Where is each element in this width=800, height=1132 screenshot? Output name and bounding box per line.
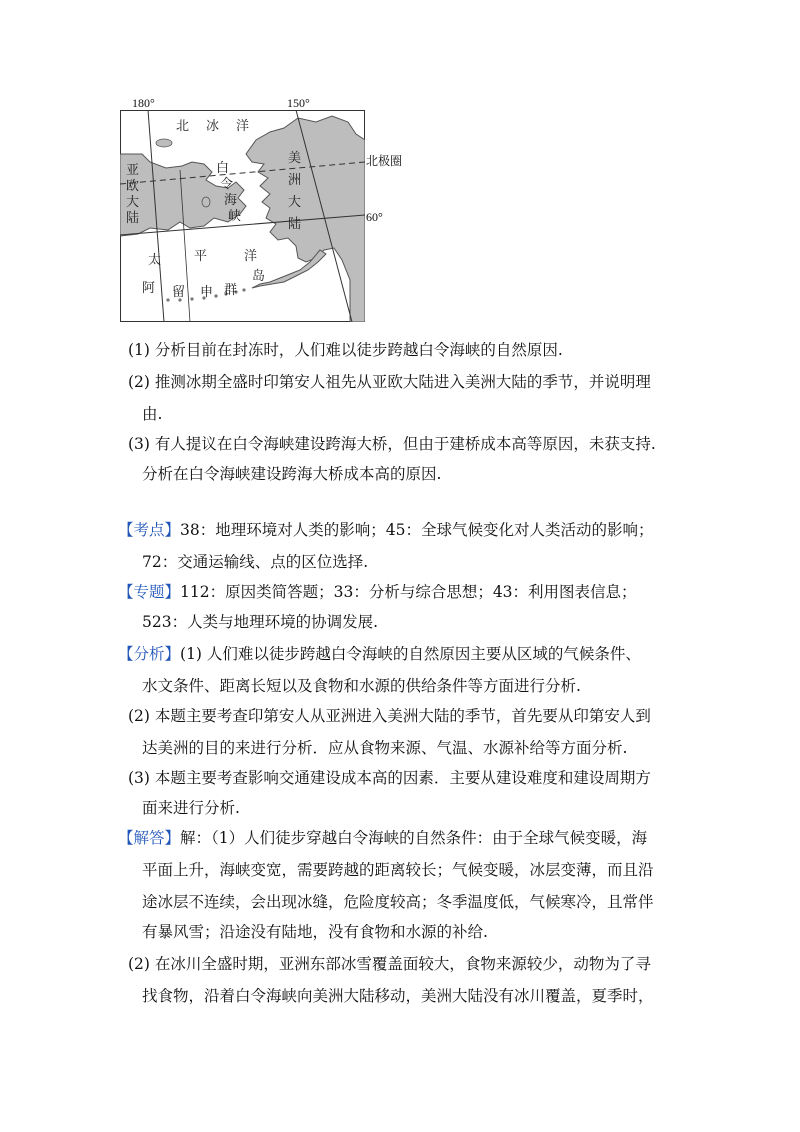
question-1: (1) 分析目前在封冻时，人们难以徒步跨越白令海峡的自然原因. — [128, 341, 563, 359]
jieda-tag: 【解答】 — [118, 829, 181, 847]
strait-label-2: 令 — [220, 177, 234, 192]
america-label-4: 陆 — [288, 217, 302, 232]
arctic-ocean-label-3: 洋 — [236, 119, 250, 134]
jieda-line-3: 途冰层不连续，会出现冰缝，危险度较高；冬季温度低，气候寒冷，且常伴 — [142, 893, 654, 911]
eurasia-label-4: 陆 — [126, 211, 140, 226]
kaodian-line-2: 72：交通运输线、点的区位选择. — [142, 553, 369, 571]
fenxi-line-6: 面来进行分析. — [142, 799, 240, 817]
kaodian-text-1: 38：地理环境对人类的影响；45：全球气候变化对人类活动的影响； — [180, 521, 654, 539]
jieda-line-1 — [118, 828, 647, 848]
question-3-line-2: 分析在白令海峡建设跨海大桥成本高的原因. — [142, 465, 442, 483]
longitude-180-label: 180° — [132, 96, 155, 110]
strait-label-3: 海 — [224, 193, 238, 208]
island — [202, 197, 210, 207]
longitude-150-label: 150° — [287, 96, 310, 110]
fenxi-line-3: (2) 本题主要考查印第安人从亚洲进入美洲大陆的季节，首先要从印第安人到 — [128, 707, 651, 725]
jieda-line-2: 平面上升，海峡变宽，需要跨越的距离较长；气候变暖，冰层变薄，而且沿 — [142, 861, 654, 879]
zhuanti-line-1 — [118, 582, 637, 602]
arctic-ocean-label-2: 冰 — [206, 119, 220, 134]
pacific-label-1: 太 — [148, 253, 162, 268]
america-label-3: 大 — [288, 195, 302, 210]
arctic-circle-label: 北极圈 — [366, 154, 403, 168]
arctic-ocean-label-1: 北 — [176, 119, 190, 134]
island — [156, 139, 172, 147]
strait-label-1: 白 — [216, 161, 230, 176]
jieda-line-5: (2) 在冰川全盛时期，亚洲东部冰雪覆盖面较大，食物来源较少，动物为了寻 — [128, 955, 651, 973]
kaodian-tag: 【考点】 — [118, 521, 181, 539]
aleutian-label-3: 申 — [200, 285, 214, 300]
latitude-60-label: 60° — [366, 210, 383, 224]
kaodian-line-1 — [118, 520, 653, 540]
america-label-1: 美 — [288, 151, 302, 166]
question-3-line-1: (3) 有人提议在白令海峡建设跨海大桥，但由于建桥成本高等原因，未获支持. — [128, 435, 656, 453]
aleutian-label-2: 留 — [172, 285, 186, 300]
jieda-line-4: 有暴风雪；沿途没有陆地，没有食物和水源的补给. — [142, 923, 488, 941]
america-label-2: 洲 — [288, 173, 302, 188]
pacific-label-2: 平 — [194, 249, 208, 264]
strait-label-4: 峡 — [228, 209, 242, 224]
zhuanti-tag: 【专题】 — [118, 583, 181, 601]
jieda-text-1: 解：（1）人们徒步穿越白令海峡的自然条件：由于全球气候变暖，海 — [180, 829, 648, 847]
pacific-label-3: 洋 — [244, 249, 258, 264]
aleutian-label-5: 岛 — [252, 269, 266, 284]
aleutian-label-4: 群 — [224, 283, 238, 298]
fenxi-line-2: 水文条件、距离长短以及食物和水源的供给条件等方面进行分析. — [142, 677, 581, 695]
jieda-line-6: 找食物，沿着白令海峡向美洲大陆移动，美洲大陆没有冰川覆盖，夏季时， — [142, 987, 654, 1005]
zhuanti-text-1: 112：原因类简答题；33：分析与综合思想；43：利用图表信息； — [180, 583, 637, 601]
fenxi-line-4: 达美洲的目的来进行分析．应从食物来源、气温、水源补给等方面分析. — [142, 739, 628, 757]
fenxi-text-1: (1) 人们难以徒步跨越白令海峡的自然原因主要从区域的气候条件、 — [180, 645, 641, 663]
question-2-line-1: (2) 推测冰期全盛时印第安人祖先从亚欧大陆进入美洲大陆的季节，并说明理 — [128, 373, 651, 391]
aleutian-label-1: 阿 — [142, 281, 156, 296]
eurasia-label-2: 欧 — [126, 179, 140, 194]
eurasia-label-3: 大 — [126, 195, 140, 210]
bering-strait-map — [120, 110, 365, 322]
question-2-line-2: 由. — [142, 405, 163, 423]
fenxi-line-1 — [118, 644, 641, 664]
fenxi-tag: 【分析】 — [118, 645, 181, 663]
zhuanti-line-2: 523：人类与地理环境的协调发展. — [142, 613, 379, 631]
eurasia-label-1: 亚 — [126, 163, 140, 178]
fenxi-line-5: (3) 本题主要考查影响交通建设成本高的因素．主要从建设难度和建设周期方 — [128, 769, 651, 787]
